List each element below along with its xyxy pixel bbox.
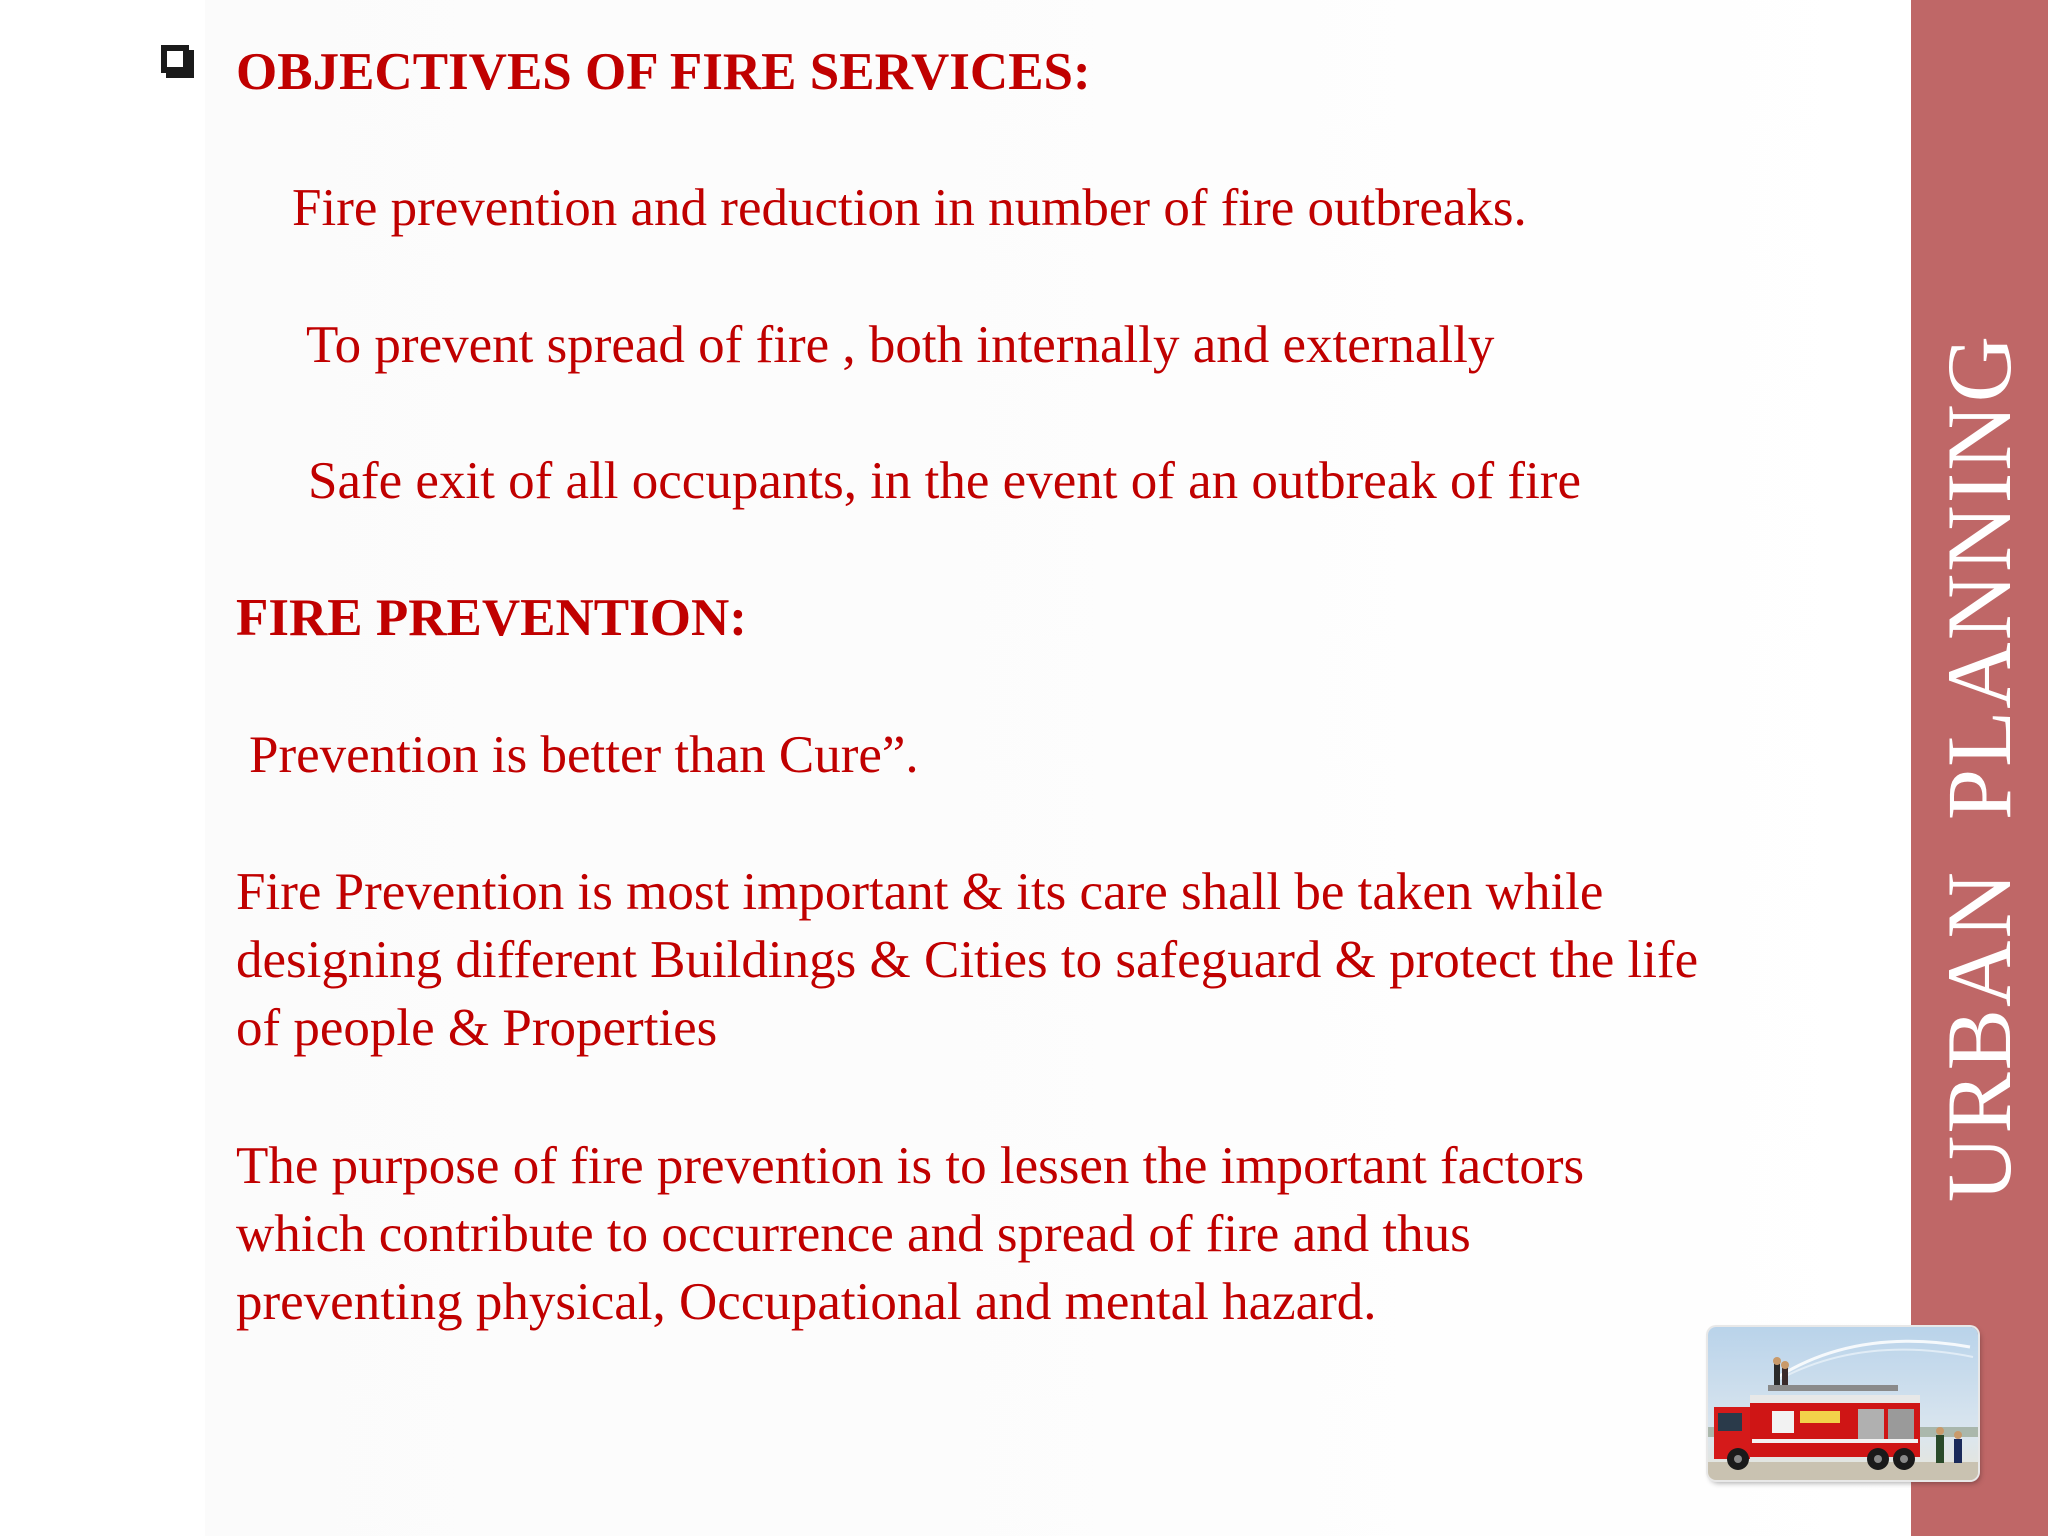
prevention-quote: Prevention is better than Cure”.: [249, 726, 919, 784]
checkbox-bullet-icon: [161, 45, 189, 73]
purpose-paragraph: The purpose of fire prevention is to lessen the important factors which contribute to occurrence and spread of fire and thus preventing physical, Occupational and mental hazard.: [236, 1137, 1585, 1331]
fire-prevention-heading: FIRE PREVENTION:: [236, 589, 747, 647]
objective-item: Fire prevention and reduction in number of fire outbreaks.: [292, 179, 1527, 237]
objective-item: Safe exit of all occupants, in the event of an outbreak of fire: [308, 452, 1581, 510]
prevention-paragraph: Fire Prevention is most important & its care shall be taken while designing different Buildings & Cities to safeguard & protect the life of people & Properties: [236, 863, 1699, 1057]
objectives-heading: OBJECTIVES OF FIRE SERVICES:: [236, 43, 1091, 101]
sidebar-title: URBAN PLANNING: [1928, 333, 2030, 1203]
fire-truck-photo: [1708, 1327, 1978, 1480]
objective-item: To prevent spread of fire , both internally and externally: [306, 316, 1495, 374]
fire-truck-icon: [1708, 1327, 1978, 1480]
